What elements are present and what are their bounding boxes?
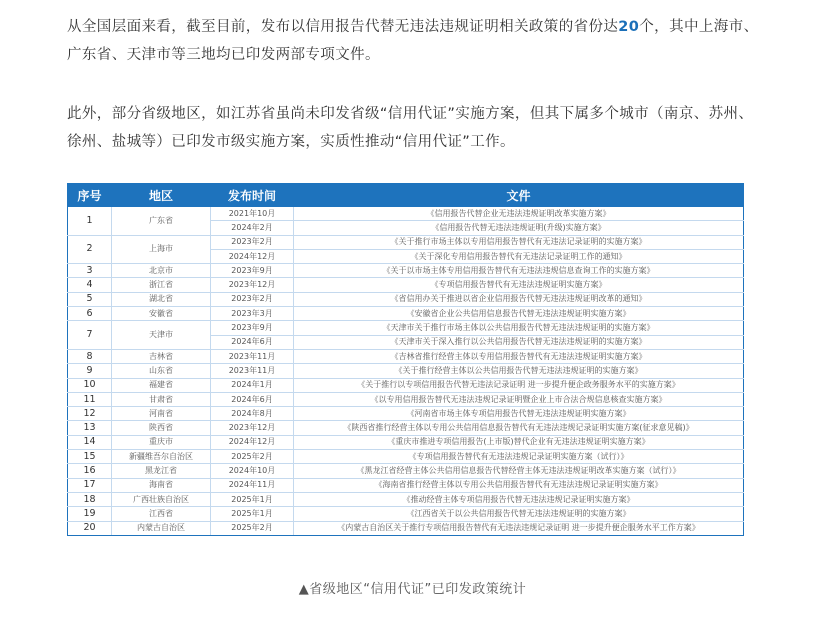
row-region: 福建省 bbox=[112, 378, 211, 392]
secondary-paragraph: 此外，部分省级地区，如江苏省虽尚未印发省级“信用代证”实施方案，但其下属多个城市（南京、苏州、徐州、盐城等）已印发市级实施方案，实质性推动“信用代证”工作。 bbox=[67, 106, 754, 150]
row-document: 《关于推行市场主体以专用信用报告替代有无违法记录证明的实施方案》 bbox=[294, 235, 744, 249]
row-seq: 8 bbox=[68, 349, 112, 363]
row-document: 《信用报告代替企业无违法违规证明改革实施方案》 bbox=[294, 207, 744, 221]
table-row bbox=[68, 507, 744, 521]
row-seq: 15 bbox=[68, 450, 112, 464]
province-count-highlight: 20 bbox=[618, 19, 640, 35]
row-document: 《天津市关于推行市场主体以公共信用报告代替无违法违规证明的实施方案》 bbox=[294, 321, 744, 335]
row-date: 2023年11月 bbox=[211, 364, 294, 378]
table-header-row bbox=[68, 184, 744, 207]
row-region: 新疆维吾尔自治区 bbox=[112, 450, 211, 464]
policy-table bbox=[67, 183, 743, 536]
row-region: 北京市 bbox=[112, 264, 211, 278]
row-seq: 9 bbox=[68, 364, 112, 378]
table-row bbox=[68, 421, 744, 435]
table-row bbox=[68, 292, 744, 306]
row-date: 2024年1月 bbox=[211, 378, 294, 392]
row-seq: 1 bbox=[68, 207, 112, 236]
row-seq: 2 bbox=[68, 235, 112, 264]
row-seq: 16 bbox=[68, 464, 112, 478]
row-seq: 3 bbox=[68, 264, 112, 278]
row-date: 2025年1月 bbox=[211, 507, 294, 521]
table-row bbox=[68, 464, 744, 478]
row-document: 《安徽省企业公共信用信息报告代替无违法违规证明实施方案》 bbox=[294, 307, 744, 321]
row-date: 2025年1月 bbox=[211, 492, 294, 506]
row-region: 甘肃省 bbox=[112, 392, 211, 406]
row-region: 海南省 bbox=[112, 478, 211, 492]
row-date: 2023年2月 bbox=[211, 235, 294, 249]
row-date: 2023年12月 bbox=[211, 278, 294, 292]
row-date: 2023年3月 bbox=[211, 307, 294, 321]
intro-text: 从全国层面来看，截至目前，发布以信用报告代替无违法违规证明相关政策的省份达 bbox=[67, 19, 619, 35]
table-row bbox=[68, 478, 744, 492]
row-seq: 18 bbox=[68, 492, 112, 506]
row-seq: 7 bbox=[68, 321, 112, 350]
row-region: 广西壮族自治区 bbox=[112, 492, 211, 506]
row-date: 2023年9月 bbox=[211, 321, 294, 335]
table-row bbox=[68, 278, 744, 292]
row-date: 2024年12月 bbox=[211, 249, 294, 263]
table-row bbox=[68, 492, 744, 506]
table-row bbox=[68, 378, 744, 392]
table-row bbox=[68, 264, 744, 278]
header-document: 文件 bbox=[294, 184, 744, 207]
table-row bbox=[68, 521, 744, 535]
row-region: 内蒙古自治区 bbox=[112, 521, 211, 535]
table-row bbox=[68, 207, 744, 221]
row-seq: 6 bbox=[68, 307, 112, 321]
row-seq: 13 bbox=[68, 421, 112, 435]
table-row bbox=[68, 349, 744, 363]
row-seq: 17 bbox=[68, 478, 112, 492]
row-date: 2021年10月 bbox=[211, 207, 294, 221]
table-row bbox=[68, 364, 744, 378]
row-date: 2024年2月 bbox=[211, 221, 294, 235]
intro-text-suffix: 个，其中上海市、广东省、天津市等三地均已印发两部专项文件。 bbox=[67, 19, 759, 63]
table-row bbox=[68, 307, 744, 321]
row-region: 上海市 bbox=[112, 235, 211, 264]
row-document: 《专项信用报告替代有无违法违规记录证明实施方案（试行）》 bbox=[294, 450, 744, 464]
row-date: 2025年2月 bbox=[211, 450, 294, 464]
table-row bbox=[68, 321, 744, 335]
row-document: 《关于推行经营主体以公共信用报告代替无违法违规证明的实施方案》 bbox=[294, 364, 744, 378]
row-date: 2023年11月 bbox=[211, 349, 294, 363]
row-region: 安徽省 bbox=[112, 307, 211, 321]
row-region: 广东省 bbox=[112, 207, 211, 236]
table-row bbox=[68, 435, 744, 449]
row-document: 《吉林省推行经营主体以专用信用报告替代有无违法违规证明实施方案》 bbox=[294, 349, 744, 363]
row-date: 2024年12月 bbox=[211, 435, 294, 449]
row-seq: 10 bbox=[68, 378, 112, 392]
row-date: 2023年12月 bbox=[211, 421, 294, 435]
row-region: 浙江省 bbox=[112, 278, 211, 292]
row-document: 《关于深化专用信用报告替代有无违法记录证明工作的通知》 bbox=[294, 249, 744, 263]
row-document: 《信用报告代替无违法违规证明(升级)实施方案》 bbox=[294, 221, 744, 235]
row-date: 2023年9月 bbox=[211, 264, 294, 278]
row-date: 2024年8月 bbox=[211, 407, 294, 421]
row-seq: 5 bbox=[68, 292, 112, 306]
row-document: 《关于推行以专项信用报告代替无违法记录证明 进一步提升便企政务服务水平的实施方案》 bbox=[294, 378, 744, 392]
row-region: 湖北省 bbox=[112, 292, 211, 306]
row-date: 2023年2月 bbox=[211, 292, 294, 306]
row-region: 吉林省 bbox=[112, 349, 211, 363]
row-seq: 4 bbox=[68, 278, 112, 292]
table-caption: ▲省级地区“信用代证”已印发政策统计 bbox=[298, 582, 527, 597]
row-document: 《河南省市场主体专项信用报告代替无违法违规证明实施方案》 bbox=[294, 407, 744, 421]
row-document: 《陕西省推行经营主体以专用公共信用信息报告替代有无违法违规记录证明实施方案(征求意见稿)》 bbox=[294, 421, 744, 435]
row-document: 《黑龙江省经营主体公共信用信息报告代替经营主体无违法违规证明改革实施方案（试行）》 bbox=[294, 464, 744, 478]
row-region: 重庆市 bbox=[112, 435, 211, 449]
row-document: 《江西省关于以公共信用报告代替无违法违规证明的实施方案》 bbox=[294, 507, 744, 521]
header-seq: 序号 bbox=[68, 184, 112, 207]
row-document: 《关于以市场主体专用信用报告替代有无违法违规信息查询工作的实施方案》 bbox=[294, 264, 744, 278]
header-date: 发布时间 bbox=[211, 184, 294, 207]
row-date: 2024年10月 bbox=[211, 464, 294, 478]
row-seq: 20 bbox=[68, 521, 112, 535]
row-document: 《海南省推行经营主体以专用公共信用报告替代有无违法违规记录证明实施方案》 bbox=[294, 478, 744, 492]
row-date: 2025年2月 bbox=[211, 521, 294, 535]
row-seq: 12 bbox=[68, 407, 112, 421]
table-row bbox=[68, 407, 744, 421]
row-region: 天津市 bbox=[112, 321, 211, 350]
row-date: 2024年11月 bbox=[211, 478, 294, 492]
row-document: 《天津市关于深入推行以公共信用报告代替无违法违规证明的实施方案》 bbox=[294, 335, 744, 349]
row-region: 山东省 bbox=[112, 364, 211, 378]
header-region: 地区 bbox=[112, 184, 211, 207]
row-region: 陕西省 bbox=[112, 421, 211, 435]
row-date: 2024年6月 bbox=[211, 392, 294, 406]
row-document: 《专项信用报告替代有无违法违规证明实施方案》 bbox=[294, 278, 744, 292]
intro-paragraph bbox=[67, 13, 767, 69]
row-region: 江西省 bbox=[112, 507, 211, 521]
row-seq: 14 bbox=[68, 435, 112, 449]
table-row bbox=[68, 392, 744, 406]
row-document: 《内蒙古自治区关于推行专项信用报告替代有无违法违规记录证明 进一步提升便企服务水平工作方案》 bbox=[294, 521, 744, 535]
row-document: 《省信用办关于推进以省企业信用报告代替无违法违规证明改革的通知》 bbox=[294, 292, 744, 306]
row-seq: 11 bbox=[68, 392, 112, 406]
row-date: 2024年6月 bbox=[211, 335, 294, 349]
row-document: 《重庆市推进专项信用报告(上市版)替代企业有无违法违规证明实施方案》 bbox=[294, 435, 744, 449]
row-region: 河南省 bbox=[112, 407, 211, 421]
table-row bbox=[68, 450, 744, 464]
table-row bbox=[68, 235, 744, 249]
row-region: 黑龙江省 bbox=[112, 464, 211, 478]
row-seq: 19 bbox=[68, 507, 112, 521]
row-document: 《以专用信用报告替代无违法违规记录证明暨企业上市合法合规信息核查实施方案》 bbox=[294, 392, 744, 406]
row-document: 《推动经营主体专项信用报告代替无违法违规记录证明实施方案》 bbox=[294, 492, 744, 506]
